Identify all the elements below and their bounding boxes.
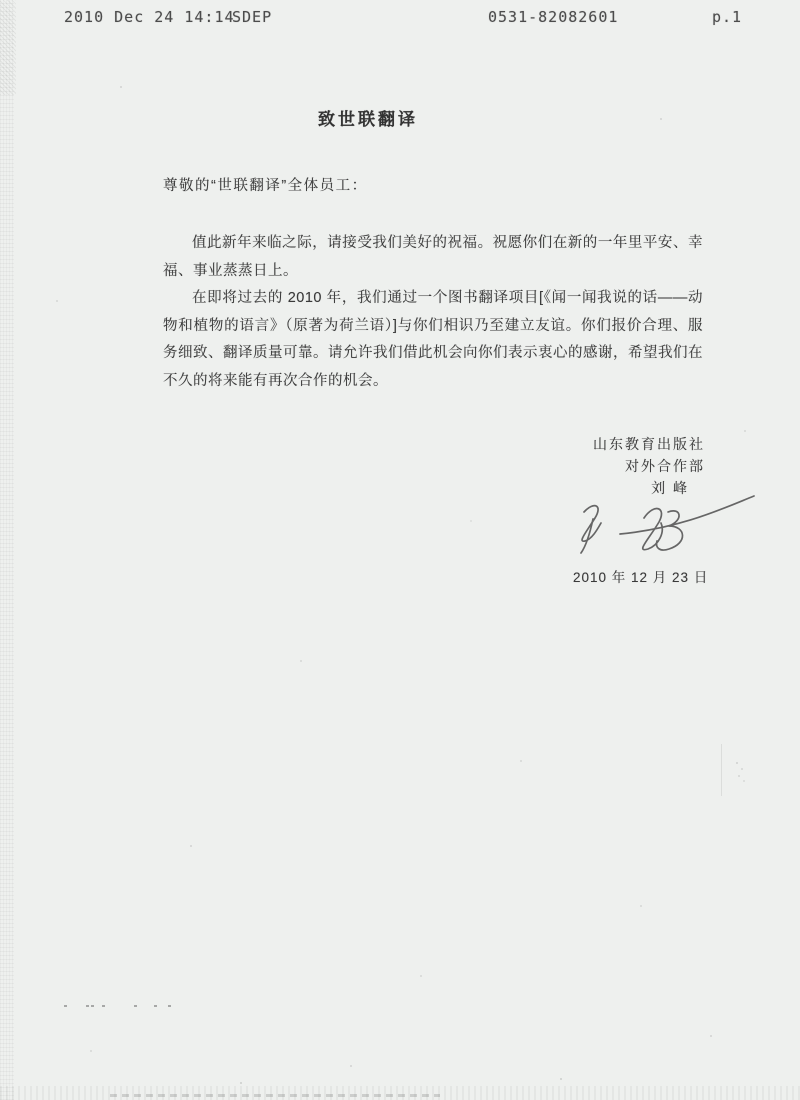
- handwritten-signature: [556, 490, 761, 568]
- scan-edge-noise-topleft: [0, 0, 16, 95]
- fax-page-indicator: p.1: [712, 8, 743, 26]
- signoff-signer: 刘 峰: [651, 480, 689, 496]
- scan-edge-noise-left: [0, 0, 14, 1100]
- scan-dots-bottomleft: [64, 1005, 184, 1009]
- signoff-organization: 山东教育出版社: [593, 436, 705, 452]
- scan-smudge-right: [733, 757, 749, 785]
- letter-title: 致世联翻译: [318, 110, 418, 129]
- salutation: 尊敬的“世联翻译”全体员工：: [163, 178, 368, 194]
- fax-datetime: 2010 Dec 24 14:14: [64, 8, 235, 26]
- paragraph-new-year-wishes: 值此新年来临之际，请接受我们美好的祝福。祝愿你们在新的一年里平安、幸福、事业蒸蒸日上。: [163, 235, 703, 279]
- signoff-date: 2010 年 12 月 23 日: [573, 570, 709, 585]
- fax-number: 0531-82082601: [488, 8, 619, 26]
- fax-sender-id: SDEP: [232, 8, 273, 26]
- scan-edge-noise-bottom: [0, 1086, 800, 1100]
- scan-streak-right: [721, 744, 722, 796]
- signoff-department: 对外合作部: [625, 458, 705, 474]
- scan-specks: [0, 0, 2, 2]
- scan-dash-marks-bottom: [110, 1094, 440, 1097]
- paragraph-cooperation-thanks: 在即将过去的 2010 年，我们通过一个图书翻译项目[《闻一闻我说的话——动物和植物的语言》（原著为荷兰语）]与你们相识乃至建立友谊。你们报价合理、服务细致、翻译质量可靠。请允许我们借此机会向你们表示衷心的感谢，希望我们在不久的将来能有再次合作的机会。: [163, 290, 703, 389]
